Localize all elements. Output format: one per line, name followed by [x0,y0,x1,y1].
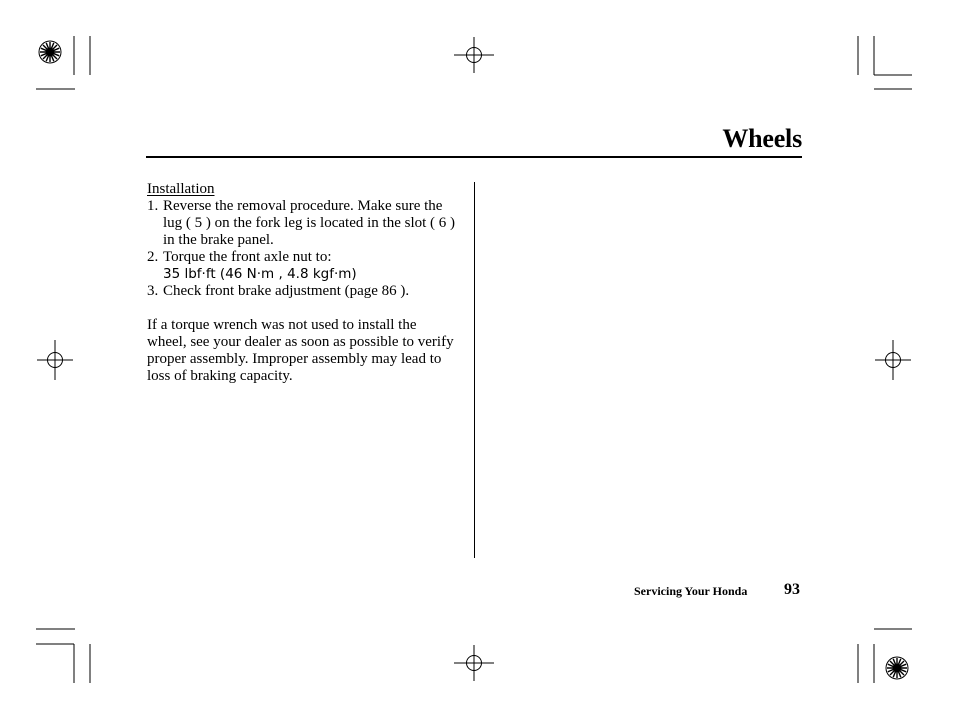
step-text: Check front brake adjustment (page 86 ). [163,283,410,299]
step-number: 2. [147,249,159,265]
step-text: Reverse the removal procedure. Make sure the lug ( 5 ) on the fork leg is located in the slot ( 6 ) in the brake panel. [163,198,456,248]
register-starburst-top-left [39,41,61,63]
register-crosshair-top [454,37,494,73]
step-text: Torque the front axle nut to: [163,249,332,265]
register-crosshair-bottom [454,645,494,681]
step-body [163,249,457,283]
warning-paragraph: If a torque wrench was not used to install the wheel, see your dealer as soon as possible to verify proper assembly. Improper assembly may lead to loss of braking capacity. [147,317,454,384]
section-heading: Installation [147,181,215,197]
page-number: 93 [784,581,800,598]
torque-spec: 35 lbf·ft (46 N·m , 4.8 kgf·m) [163,266,357,282]
register-crosshair-right [875,340,911,380]
register-crosshair-left [37,340,73,380]
page-title: Wheels [722,124,802,153]
footer-section-label: Servicing Your Honda [634,584,748,598]
step-item [147,283,457,300]
title-rule [146,156,802,158]
installation-steps [147,198,457,300]
step-number: 1. [147,198,159,214]
register-starburst-bottom-right [886,657,908,679]
step-item [147,249,457,283]
installation-section [147,181,457,385]
column-divider [474,182,475,558]
step-number: 3. [147,283,159,299]
step-item [147,198,457,249]
